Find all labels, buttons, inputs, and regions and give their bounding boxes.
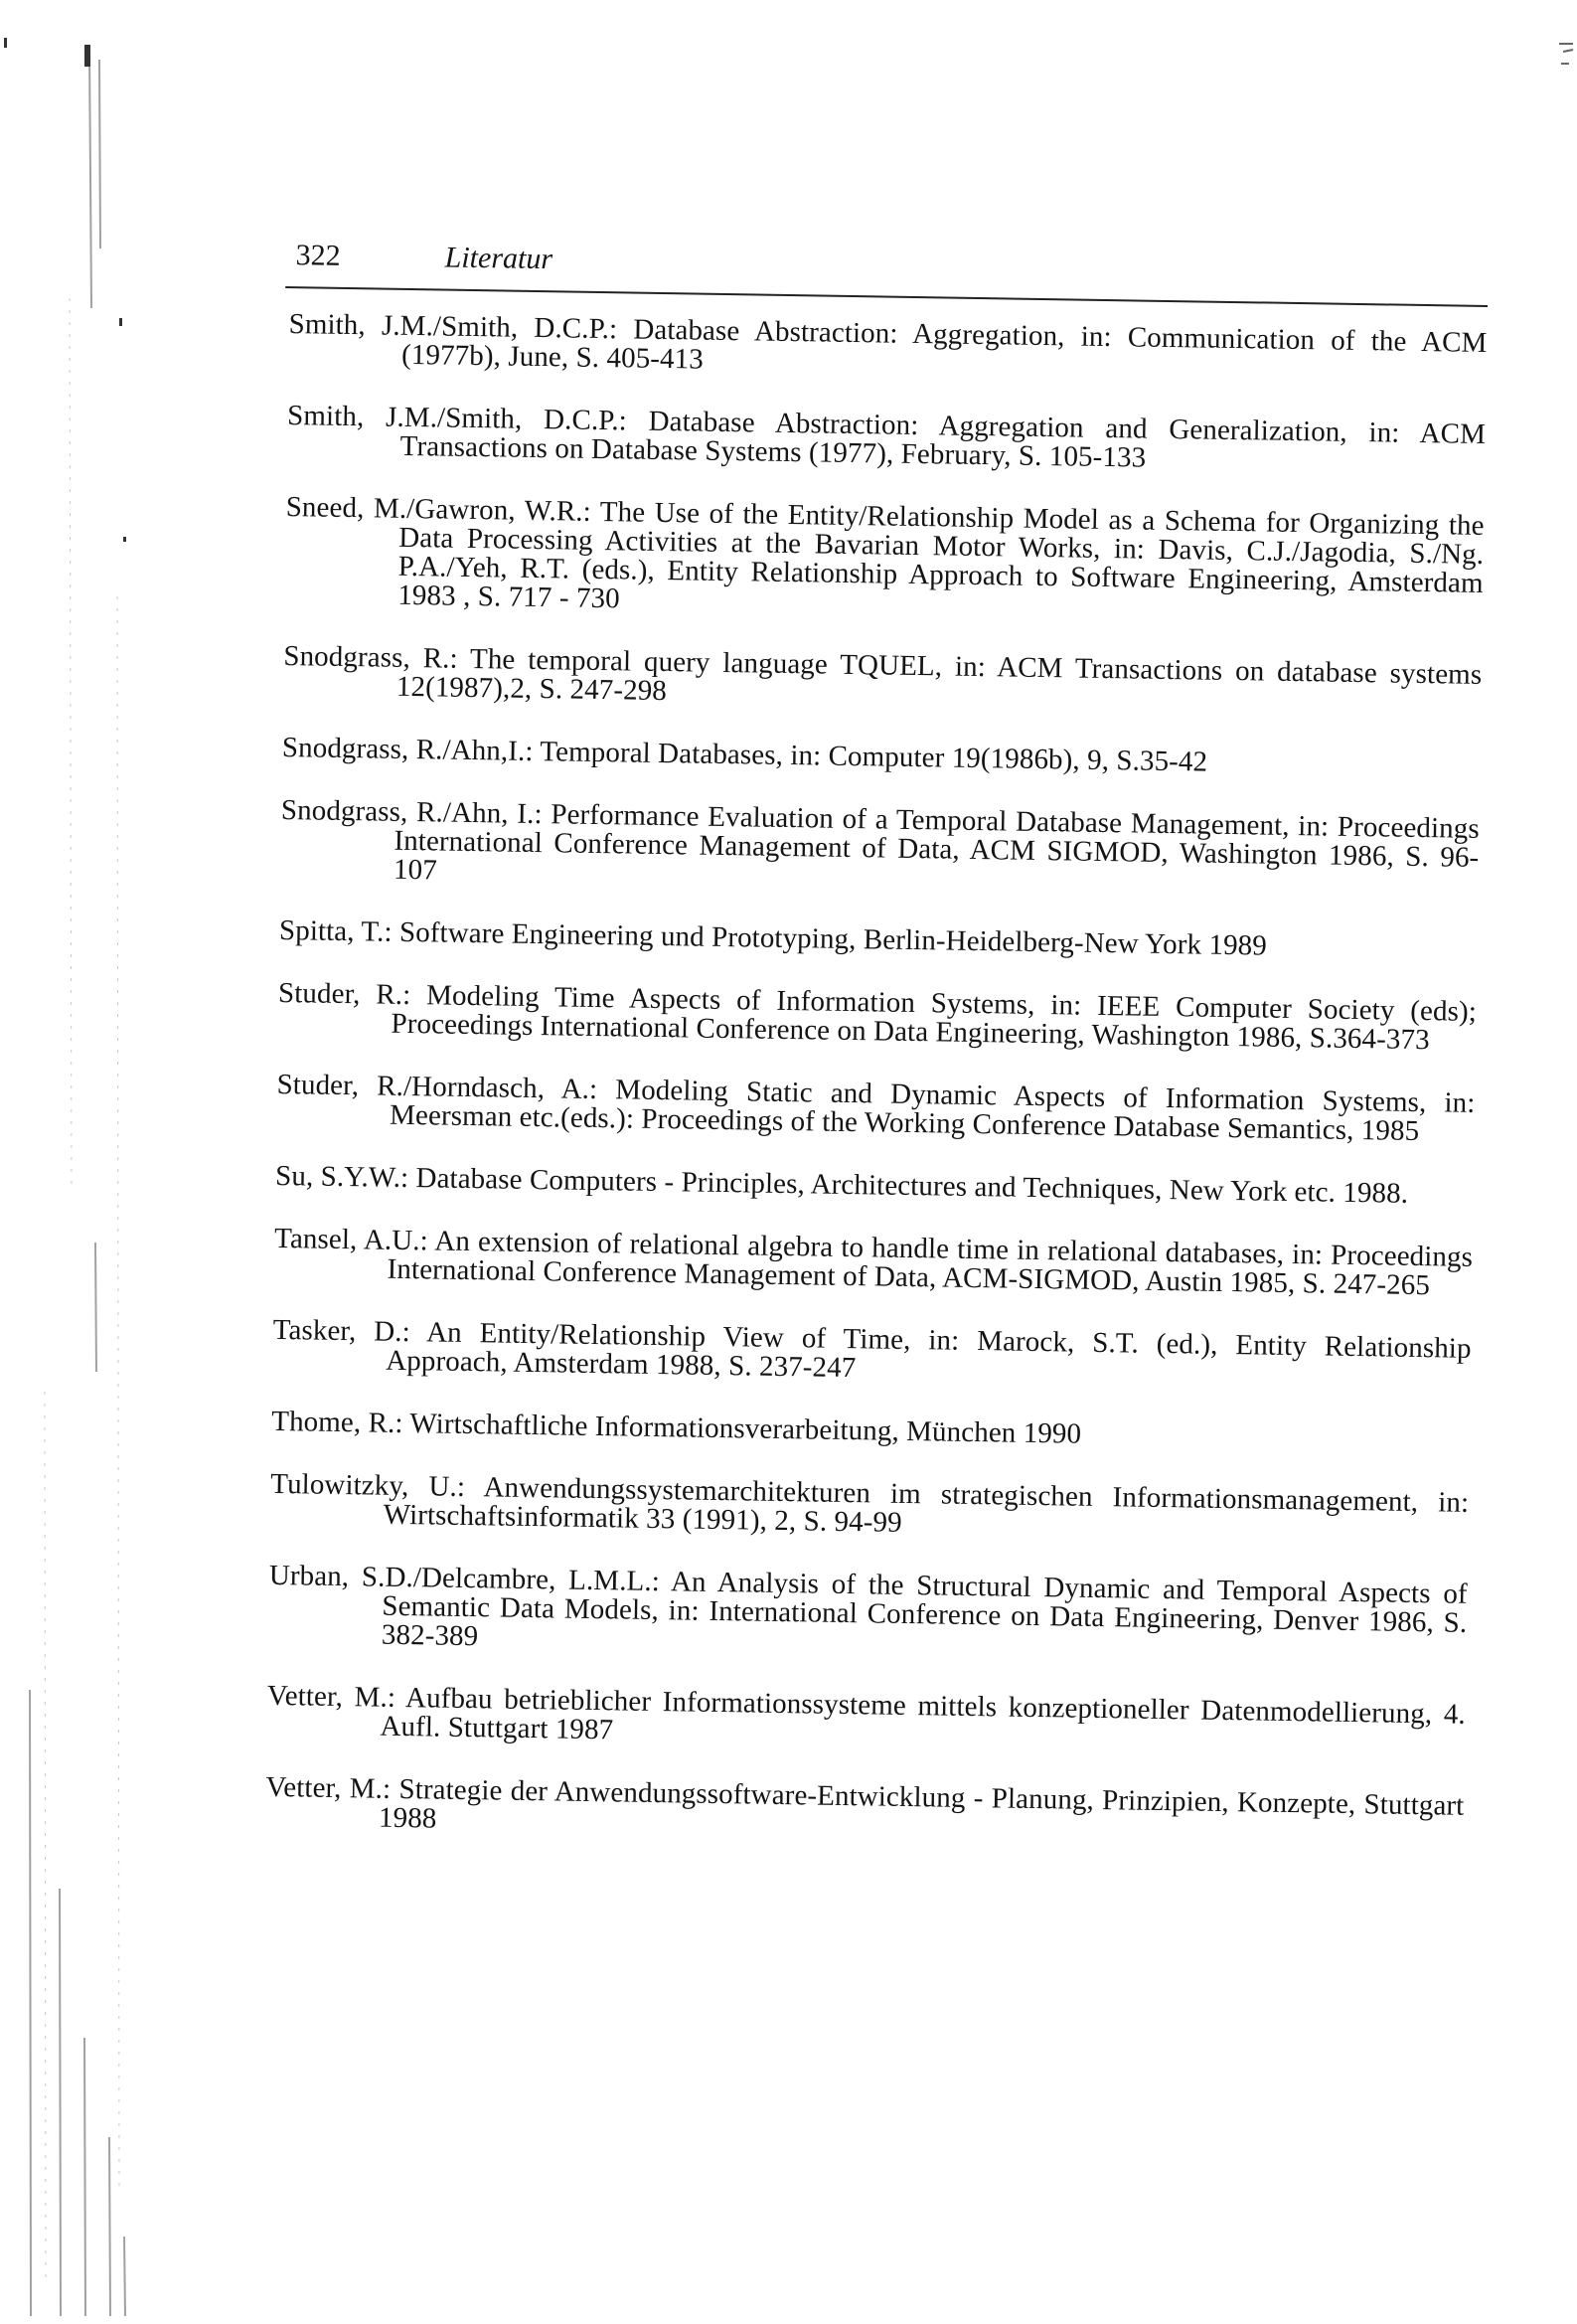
reference-entry: Vetter, M.: Aufbau betrieblicher Informationssysteme mittels konzeptioneller Datenmodellierung, 4. Aufl. Stuttgart 1987 [266, 1679, 1467, 1746]
reference-entry: Urban, S.D./Delcambre, L.M.L.: An Analysis of the Structural Dynamic and Temporal Aspects of Semantic Data Models, in: International Conference on Data Engineering, Denver 1986, S. 382-389 [268, 1559, 1468, 1653]
reference-entry: Vetter, M.: Strategie der Anwendungssoftware-Entwicklung - Planung, Prinzipien, Konzepte, Stuttgart 1988 [265, 1770, 1465, 1835]
reference-entry: Snodgrass, R.: The temporal query language TQUEL, in: ACM Transactions on database systems 12(1987),2, S. 247-298 [283, 640, 1483, 708]
page-number: 322 [295, 239, 341, 272]
reference-entry: Studer, R./Horndasch, A.: Modeling Static and Dynamic Aspects of Information Systems, in: Meersman etc.(eds.): Proceedings of the Working Conference Database Semantics, 1985 [276, 1068, 1476, 1148]
book-page [260, 237, 1489, 1884]
reference-entry: Spitta, T.: Software Engineering und Prototyping, Berlin-Heidelberg-New York 1989 [278, 913, 1268, 962]
reference-entry: Tansel, A.U.: An extension of relational algebra to handle time in relational databases, in: Proceedings International Conference Management of Data, ACM-SIGMOD, Austin 1985, S. 247-265 [273, 1222, 1474, 1302]
bibliography-list [261, 310, 1488, 1850]
reference-entry: Tasker, D.: An Entity/Relationship View of Time, in: Marock, S.T. (ed.), Entity Relationship Approach, Amsterdam 1988, S. 237-247 [272, 1313, 1472, 1385]
reference-entry: Thome, R.: Wirtschaftliche Informationsverarbeitung, München 1990 [271, 1405, 1082, 1450]
reference-entry: Snodgrass, R./Ahn, I.: Performance Evaluation of a Temporal Database Management, in: Proceedings International Conference Management of Data, ACM SIGMOD, Washington 1986, S. 96-107 [280, 793, 1481, 887]
reference-entry: Smith, J.M./Smith, D.C.P.: Database Abstraction: Aggregation, in: Communication of the ACM (1977b), June, S. 405-413 [288, 308, 1488, 376]
reference-entry: Studer, R.: Modeling Time Aspects of Information Systems, in: IEEE Computer Society (eds); Proceedings International Conference on Data Engineering, Washington 1986, S.364-373 [277, 976, 1478, 1057]
running-title: Literatur [444, 241, 553, 276]
reference-entry: Sneed, M./Gawron, W.R.: The Use of the Entity/Relationship Model as a Schema for Organizing the Data Processing Activities at the Bavarian Motor Works, in: Davis, C.J./Jagodia, S./Ng. P.A./Yeh, R.T. (eds.), Entity Relationship Approach to Software Engineering, Amsterdam 1983 , S. 717 - 730 [285, 491, 1485, 615]
reference-entry: Tulowitzky, U.: Anwendungssystemarchitekturen im strategischen Informationsmanagement, in: Wirtschaftsinformatik 33 (1991), 2, S. 94-99 [270, 1467, 1470, 1539]
scan-edge-artifact [0, 0, 149, 2324]
scan-corner-artifact [1517, 30, 1577, 89]
reference-entry: Su, S.Y.W.: Database Computers - Principles, Architectures and Techniques, New York etc. 1988. [274, 1159, 1409, 1210]
reference-entry: Smith, J.M./Smith, D.C.P.: Database Abstraction: Aggregation and Generalization, in: ACM Transactions on Database Systems (1977), February, S. 105-133 [286, 400, 1487, 474]
reference-entry: Snodgrass, R./Ahn,I.: Temporal Databases, in: Computer 19(1986b), 9, S.35-42 [281, 732, 1208, 778]
running-head [285, 237, 1489, 307]
